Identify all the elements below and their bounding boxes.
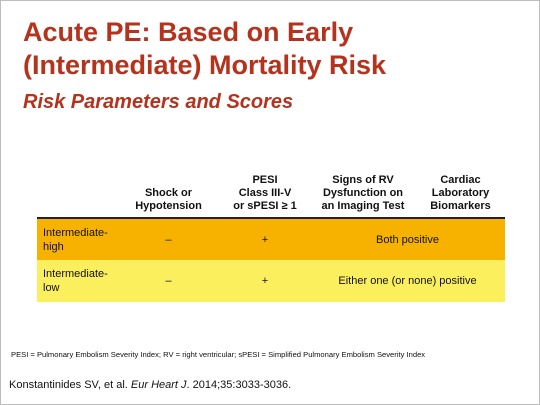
header-cardiac-line: Cardiac	[440, 174, 481, 186]
header-pesi-line: or sPESI ≥ 1	[233, 200, 297, 212]
table-row-intermediate-high	[37, 218, 505, 260]
row-label	[37, 260, 117, 302]
citation-journal: Eur Heart J	[130, 379, 187, 391]
header-rv-line: an Imaging Test	[321, 200, 405, 212]
header-empty	[37, 174, 117, 218]
row-label	[37, 218, 117, 260]
row-label-line: Intermediate-	[43, 268, 108, 280]
cell-pesi: +	[261, 275, 269, 287]
table-row-intermediate-low	[37, 260, 505, 302]
slide-subtitle: Risk Parameters and Scores	[23, 91, 294, 113]
header-rv-dysfunction	[310, 174, 416, 218]
header-pesi-line: Class III-V	[238, 187, 292, 199]
header-cardiac-biomarkers	[416, 174, 505, 218]
header-pesi-line: PESI	[252, 174, 278, 186]
citation	[9, 379, 534, 391]
table-header-row	[37, 174, 505, 218]
cell-rv-and-biomarkers: Either one (or none) positive	[338, 275, 477, 287]
header-rv-line: Dysfunction on	[322, 187, 404, 199]
cell-pesi: +	[261, 233, 269, 246]
citation-authors: Konstantinides SV, et al.	[9, 379, 131, 391]
header-cardiac-line: Laboratory	[431, 187, 490, 199]
slide-title-line-2: (Intermediate) Mortality Risk	[23, 50, 387, 80]
header-rv-line: Signs of RV	[332, 174, 394, 186]
abbreviation-footnote: PESI = Pulmonary Embolism Severity Index; RV = right ventricular; sPESI = Simplified Pulmonary Embolism Severity Index	[11, 350, 426, 359]
cell-shock: –	[165, 233, 172, 246]
risk-table	[37, 174, 505, 302]
header-shock-line: Shock or	[144, 187, 193, 199]
cell-shock: –	[165, 275, 172, 287]
row-label-line: Intermediate-	[43, 226, 108, 239]
header-shock-line: Hypotension	[135, 200, 202, 212]
header-cardiac-line: Biomarkers	[430, 200, 491, 212]
citation-details: . 2014;35:3033-3036.	[186, 379, 292, 391]
header-shock	[117, 174, 220, 218]
slide-title	[23, 16, 523, 82]
cell-rv-and-biomarkers: Both positive	[376, 233, 439, 246]
header-pesi	[220, 174, 310, 218]
row-label-line: high	[43, 240, 64, 253]
slide-title-line-1: Acute PE: Based on Early	[23, 17, 354, 47]
row-label-line: low	[43, 282, 60, 294]
